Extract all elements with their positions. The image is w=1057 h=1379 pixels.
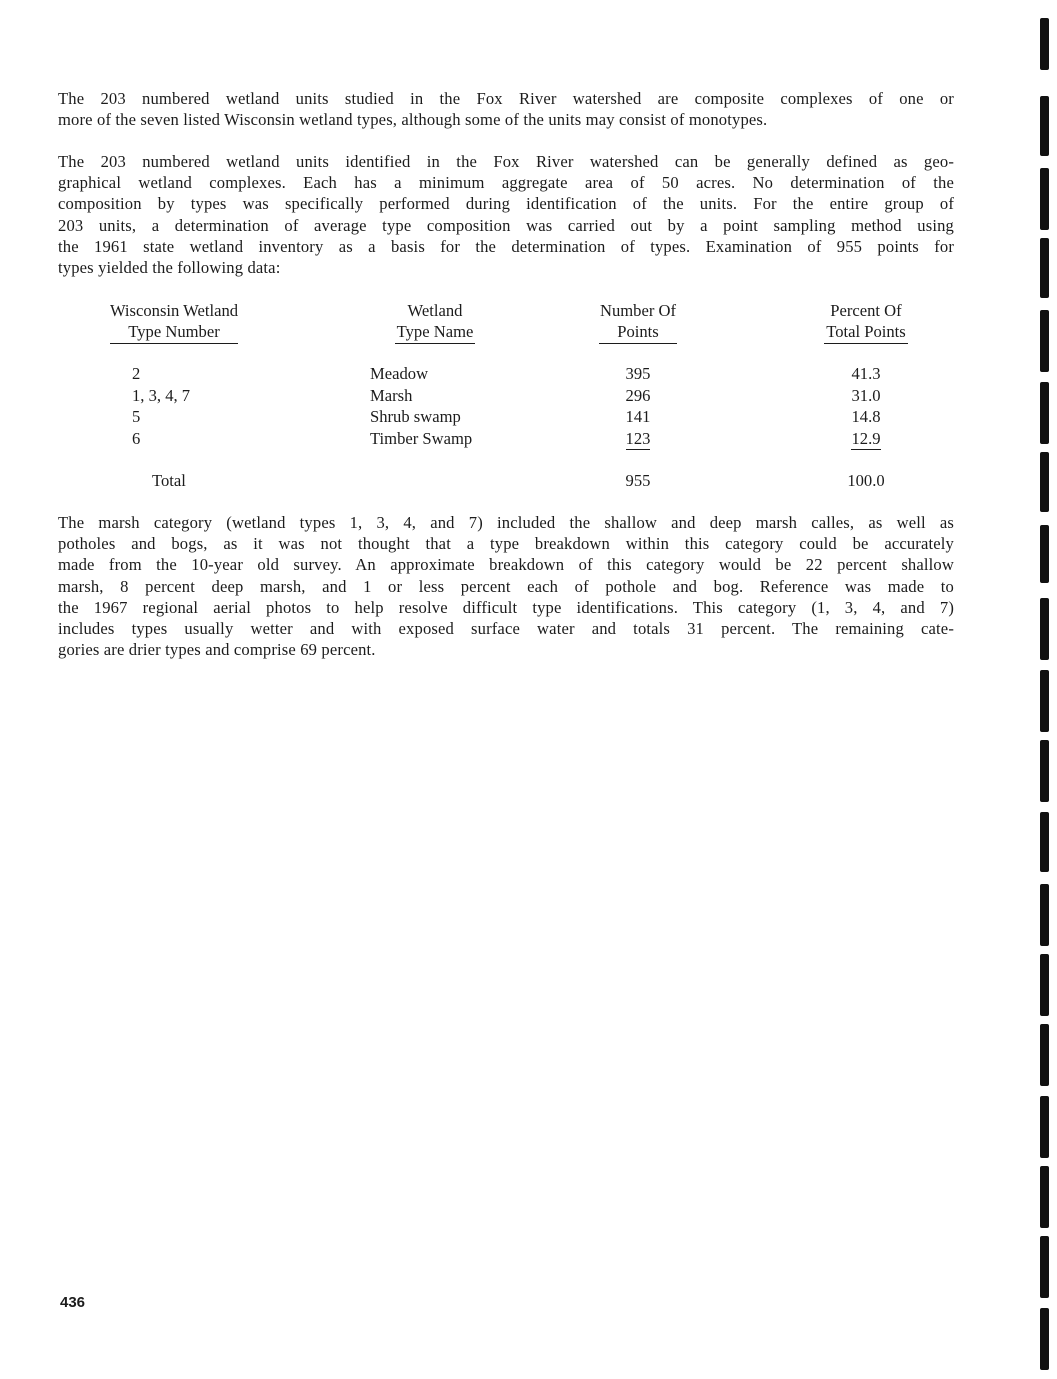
cell-percent: 14.8 — [851, 407, 881, 426]
binding-mark — [1040, 382, 1049, 444]
binding-mark — [1040, 525, 1049, 583]
paragraph-line: made from the 10-year old survey. An approximate breakdown of this category would be 22 percent shallow — [58, 555, 954, 575]
paragraph-line: includes types usually wetter and with exposed surface water and totals 31 percent. The remaining cate- — [58, 618, 954, 638]
paragraph-line: gories are drier types and comprise 69 percent. — [58, 640, 376, 660]
paragraph-line: the 1967 regional aerial photos to help resolve difficult type identifications. This category (1, 3, 4, and 7) — [58, 597, 954, 617]
intro-paragraph — [58, 88, 954, 130]
cell-type-number: 6 — [132, 429, 141, 448]
binding-mark — [1040, 310, 1049, 372]
paragraph-line: The 203 numbered wetland units studied in the Fox River watershed are composite complexes of one or — [58, 89, 954, 108]
cell-points: 141 — [625, 407, 651, 426]
binding-mark — [1040, 96, 1049, 156]
binding-mark — [1040, 1166, 1049, 1228]
binding-mark — [1040, 1024, 1049, 1086]
cell-type-number: 1, 3, 4, 7 — [132, 386, 191, 405]
binding-mark — [1040, 884, 1049, 946]
paragraph-line: The marsh category (wetland types 1, 3, 4, and 7) included the shallow and deep marsh calles, as well as — [58, 513, 954, 532]
cell-points: 395 — [625, 364, 651, 383]
paragraph-line: types yielded the following data: — [58, 257, 281, 277]
cell-type-name: Timber Swamp — [370, 429, 473, 448]
binding-mark — [1040, 1236, 1049, 1298]
cell-percent: 12.9 — [851, 429, 881, 448]
total-points: 955 — [625, 471, 651, 490]
binding-mark — [1040, 954, 1049, 1016]
binding-mark — [1040, 168, 1049, 230]
marsh-paragraph — [58, 512, 954, 660]
paragraph-line: marsh, 8 percent deep marsh, and 1 or less percent each of pothole and bog. Reference was made to — [58, 576, 954, 596]
method-paragraph — [58, 151, 954, 278]
paragraph-line: graphical wetland complexes. Each has a minimum aggregate area of 50 acres. No determination of the — [58, 173, 954, 193]
cell-points: 296 — [625, 386, 651, 405]
paragraph-line: composition by types was specifically performed during identification of the units. For the entire group of — [58, 194, 954, 214]
cell-type-number: 5 — [132, 407, 141, 426]
binding-mark — [1040, 18, 1049, 70]
binding-mark — [1040, 1308, 1049, 1370]
cell-type-name: Shrub swamp — [370, 407, 461, 426]
binding-mark — [1040, 812, 1049, 872]
cell-percent: 31.0 — [851, 386, 881, 405]
col-header-percent: Percent Of Total Points — [796, 300, 936, 344]
cell-type-number: 2 — [132, 364, 141, 383]
binding-mark — [1040, 598, 1049, 660]
col-header-type-name: Wetland Type Name — [365, 300, 505, 344]
cell-percent: 41.3 — [851, 364, 881, 383]
cell-points: 123 — [625, 429, 651, 448]
binding-mark — [1040, 238, 1049, 298]
paragraph-line: more of the seven listed Wisconsin wetland types, although some of the units may consist of monotypes. — [58, 110, 768, 130]
total-label: Total — [152, 471, 186, 490]
total-percent: 100.0 — [847, 471, 885, 490]
paragraph-line: The 203 numbered wetland units identified in the Fox River watershed can be generally defined as geo- — [58, 152, 954, 171]
cell-type-name: Marsh — [370, 386, 413, 405]
paragraph-line: potholes and bogs, as it was not thought that a type breakdown within this category could be accurately — [58, 534, 954, 554]
col-header-type-number: Wisconsin Wetland Type Number — [84, 300, 264, 344]
binding-mark — [1040, 670, 1049, 732]
col-header-points: Number Of Points — [568, 300, 708, 344]
binding-mark — [1040, 1096, 1049, 1158]
paragraph-line: 203 units, a determination of average type composition was carried out by a point sampling method using — [58, 215, 954, 235]
page-number: 436 — [60, 1294, 86, 1311]
cell-type-name: Meadow — [370, 364, 429, 383]
paragraph-line: the 1961 state wetland inventory as a basis for the determination of types. Examination of 955 points for — [58, 236, 954, 256]
binding-mark — [1040, 452, 1049, 512]
binding-mark — [1040, 740, 1049, 802]
